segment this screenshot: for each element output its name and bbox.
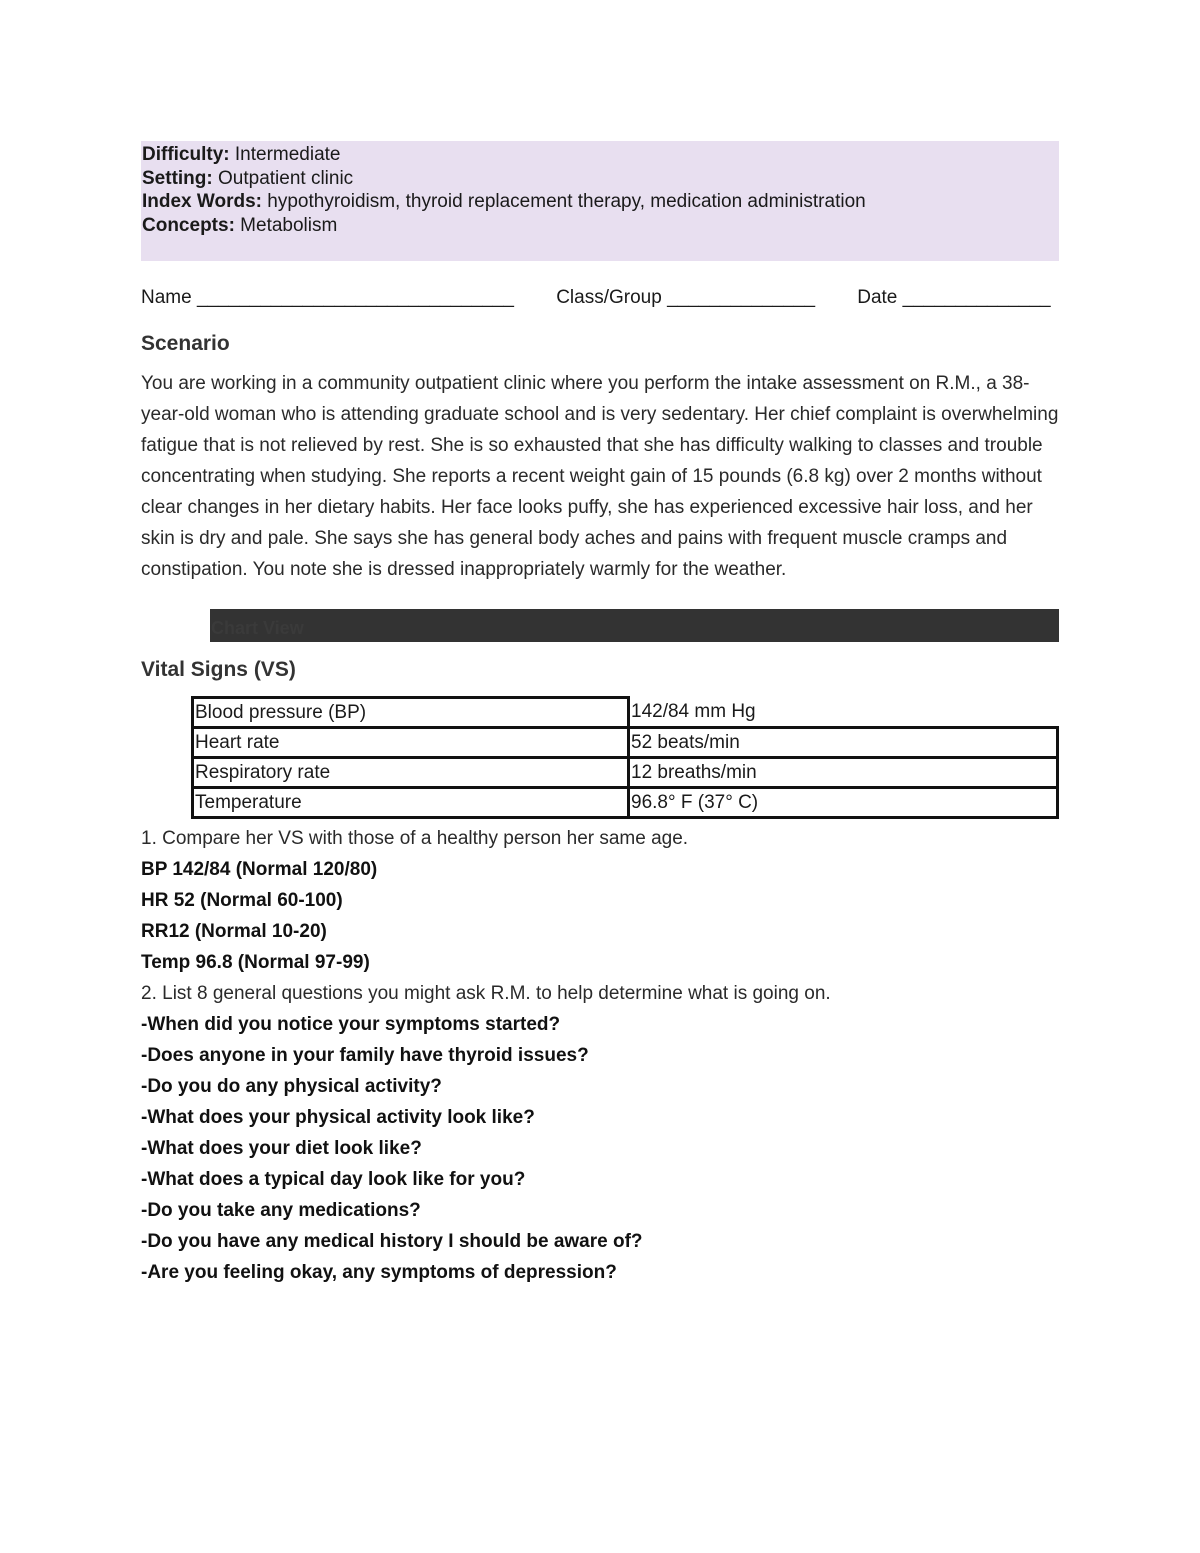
index-words-value: hypothyroidism, thyroid replacement therapy, medication administration <box>262 191 866 212</box>
index-words-line <box>142 190 1059 214</box>
answer-line: -Do you take any medications? <box>141 1200 421 1221</box>
scenario-heading: Scenario <box>141 332 230 355</box>
answer-line: -Does anyone in your family have thyroid issues? <box>141 1045 589 1066</box>
answer-line: -Are you feeling okay, any symptoms of depression? <box>141 1262 617 1283</box>
question-2: 2. List 8 general questions you might ask R.M. to help determine what is going on. <box>141 983 831 1004</box>
vital-label: Respiratory rate <box>193 758 629 788</box>
vital-label: Temperature <box>193 788 629 818</box>
vital-value: 96.8° F (37° C) <box>629 788 1058 818</box>
vital-value: 12 breaths/min <box>629 758 1058 788</box>
vital-label: Heart rate <box>193 728 629 758</box>
difficulty-label: Difficulty: <box>142 144 230 165</box>
document-page <box>141 141 1059 1288</box>
chart-view-bar <box>210 609 1059 642</box>
index-words-label: Index Words: <box>142 191 262 212</box>
table-row <box>193 758 1058 788</box>
concepts-label: Concepts: <box>142 214 235 236</box>
setting-value: Outpatient clinic <box>212 167 354 189</box>
table-row <box>193 788 1058 818</box>
question-1: 1. Compare her VS with those of a healthy person her same age. <box>141 828 689 849</box>
chart-view-label: Chart View <box>211 618 304 638</box>
answer-line: Temp 96.8 (Normal 97-99) <box>141 952 370 973</box>
vital-label: Blood pressure (BP) <box>193 698 629 728</box>
vital-value: 52 beats/min <box>629 728 1058 758</box>
difficulty-value: Intermediate <box>229 144 341 165</box>
answer-line: HR 52 (Normal 60-100) <box>141 890 343 911</box>
vital-signs-heading: Vital Signs (VS) <box>141 658 296 681</box>
concepts-value: Metabolism <box>234 214 338 236</box>
answer-line: -Do you do any physical activity? <box>141 1076 442 1097</box>
answer-line: -What does your physical activity look like? <box>141 1107 535 1128</box>
name-class-date-line: Name ______________________________ Class/Group ______________ Date ______________ <box>141 287 1051 308</box>
answer-line: -When did you notice your symptoms started? <box>141 1014 561 1035</box>
answer-line: -Do you have any medical history I should be aware of? <box>141 1231 643 1252</box>
table-row <box>193 698 1058 728</box>
concepts-line <box>142 214 1059 238</box>
difficulty-line <box>142 143 1059 167</box>
vital-value: 142/84 mm Hg <box>629 698 1058 728</box>
answer-line: BP 142/84 (Normal 120/80) <box>141 859 378 880</box>
vital-signs-table <box>191 696 1059 819</box>
question-answer-block <box>141 823 1059 1288</box>
answer-line: -What does a typical day look like for you? <box>141 1169 526 1190</box>
scenario-text: You are working in a community outpatient clinic where you perform the intake assessment on R.M., a 38-year-old woman who is attending graduate school and is very sedentary. Her chief complaint is overwhelming fatigue that is not relieved by rest. She is so exhausted that she has difficulty walking to classes and trouble concentrating when studying. She reports a recent weight gain of 15 pounds (6.8 kg) over 2 months without clear changes in her dietary habits. Her face looks puffy, she has experienced excessive hair loss, and her skin is dry and pale. She says she has general body aches and pains with frequent muscle cramps and constipation. You note she is dressed inappropriately warmly for the weather. <box>141 373 1059 580</box>
table-row <box>193 728 1058 758</box>
answer-line: -What does your diet look like? <box>141 1138 422 1159</box>
setting-label: Setting: <box>142 167 213 189</box>
case-meta-box <box>141 141 1059 261</box>
setting-line <box>142 167 1059 191</box>
answer-line: RR12 (Normal 10-20) <box>141 921 327 942</box>
